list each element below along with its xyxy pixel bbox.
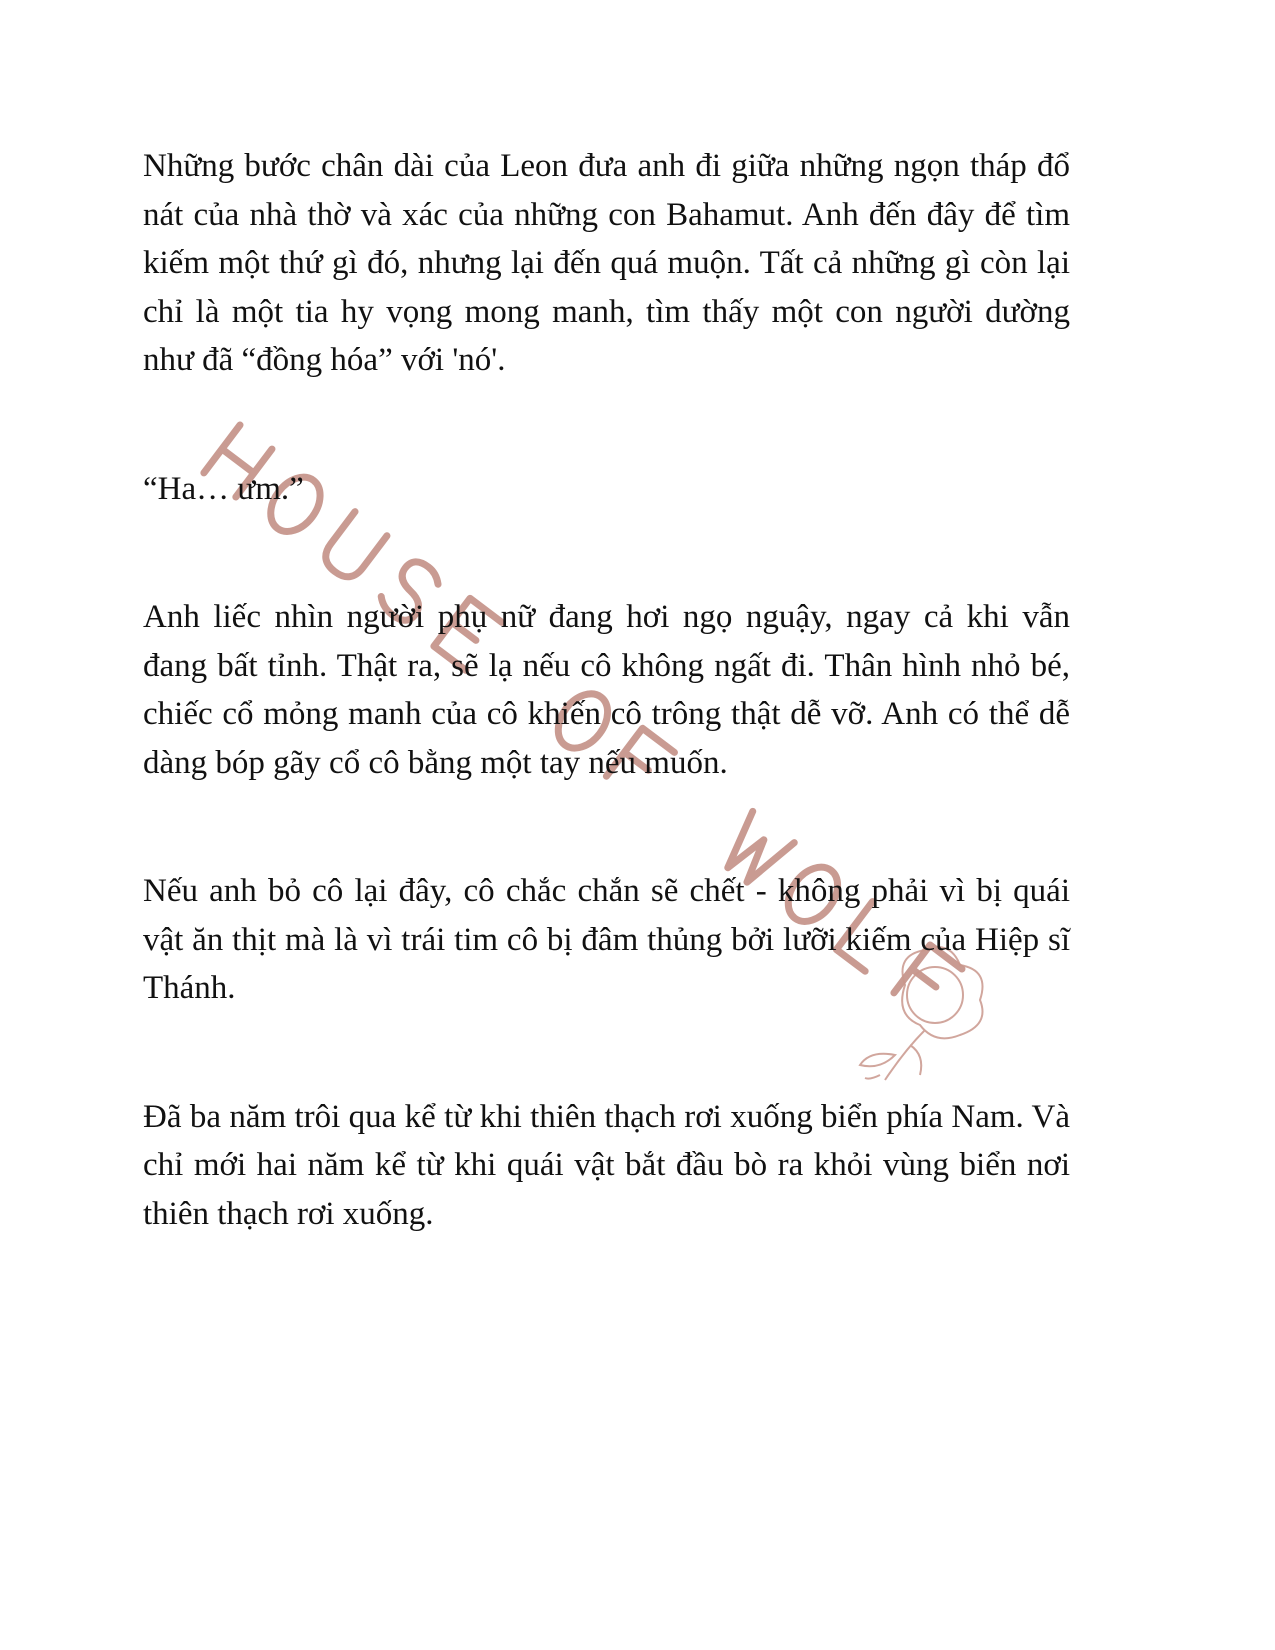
paragraph-1: Những bước chân dài của Leon đưa anh đi giữa những ngọn tháp đổ nát của nhà thờ và xác của những con Bahamut. Anh đến đây để tìm kiếm một thứ gì đó, nhưng lại đến quá muộn. Tất cả những gì còn lại chỉ là một tia hy vọng mong manh, tìm thấy một con người dường như đã “đồng hóa” với 'nó'. — [143, 148, 1070, 378]
paragraph-4: Nếu anh bỏ cô lại đây, cô chắc chắn sẽ chết - không phải vì bị quái vật ăn thịt mà là vì trái tim cô bị đâm thủng bởi lưỡi kiếm của Hiệp sĩ Thánh. — [143, 873, 1070, 1006]
paragraph-2: “Ha… ưm.” — [143, 470, 304, 507]
document-body — [143, 142, 1070, 1318]
paragraph-3: Anh liếc nhìn người phụ nữ đang hơi ngọ nguậy, ngay cả khi vẫn đang bất tỉnh. Thật ra, sẽ lạ nếu cô không ngất đi. Thân hình nhỏ bé, chiếc cổ mỏng manh của cô khiến cô trông thật dễ vỡ. Anh có thể dễ dàng bóp gãy cổ cô bằng một tay nếu muốn. — [143, 599, 1070, 781]
paragraph-5: Đã ba năm trôi qua kể từ khi thiên thạch rơi xuống biển phía Nam. Và chỉ mới hai năm kể từ khi quái vật bắt đầu bò ra khỏi vùng biển nơi thiên thạch rơi xuống. — [143, 1098, 1070, 1232]
